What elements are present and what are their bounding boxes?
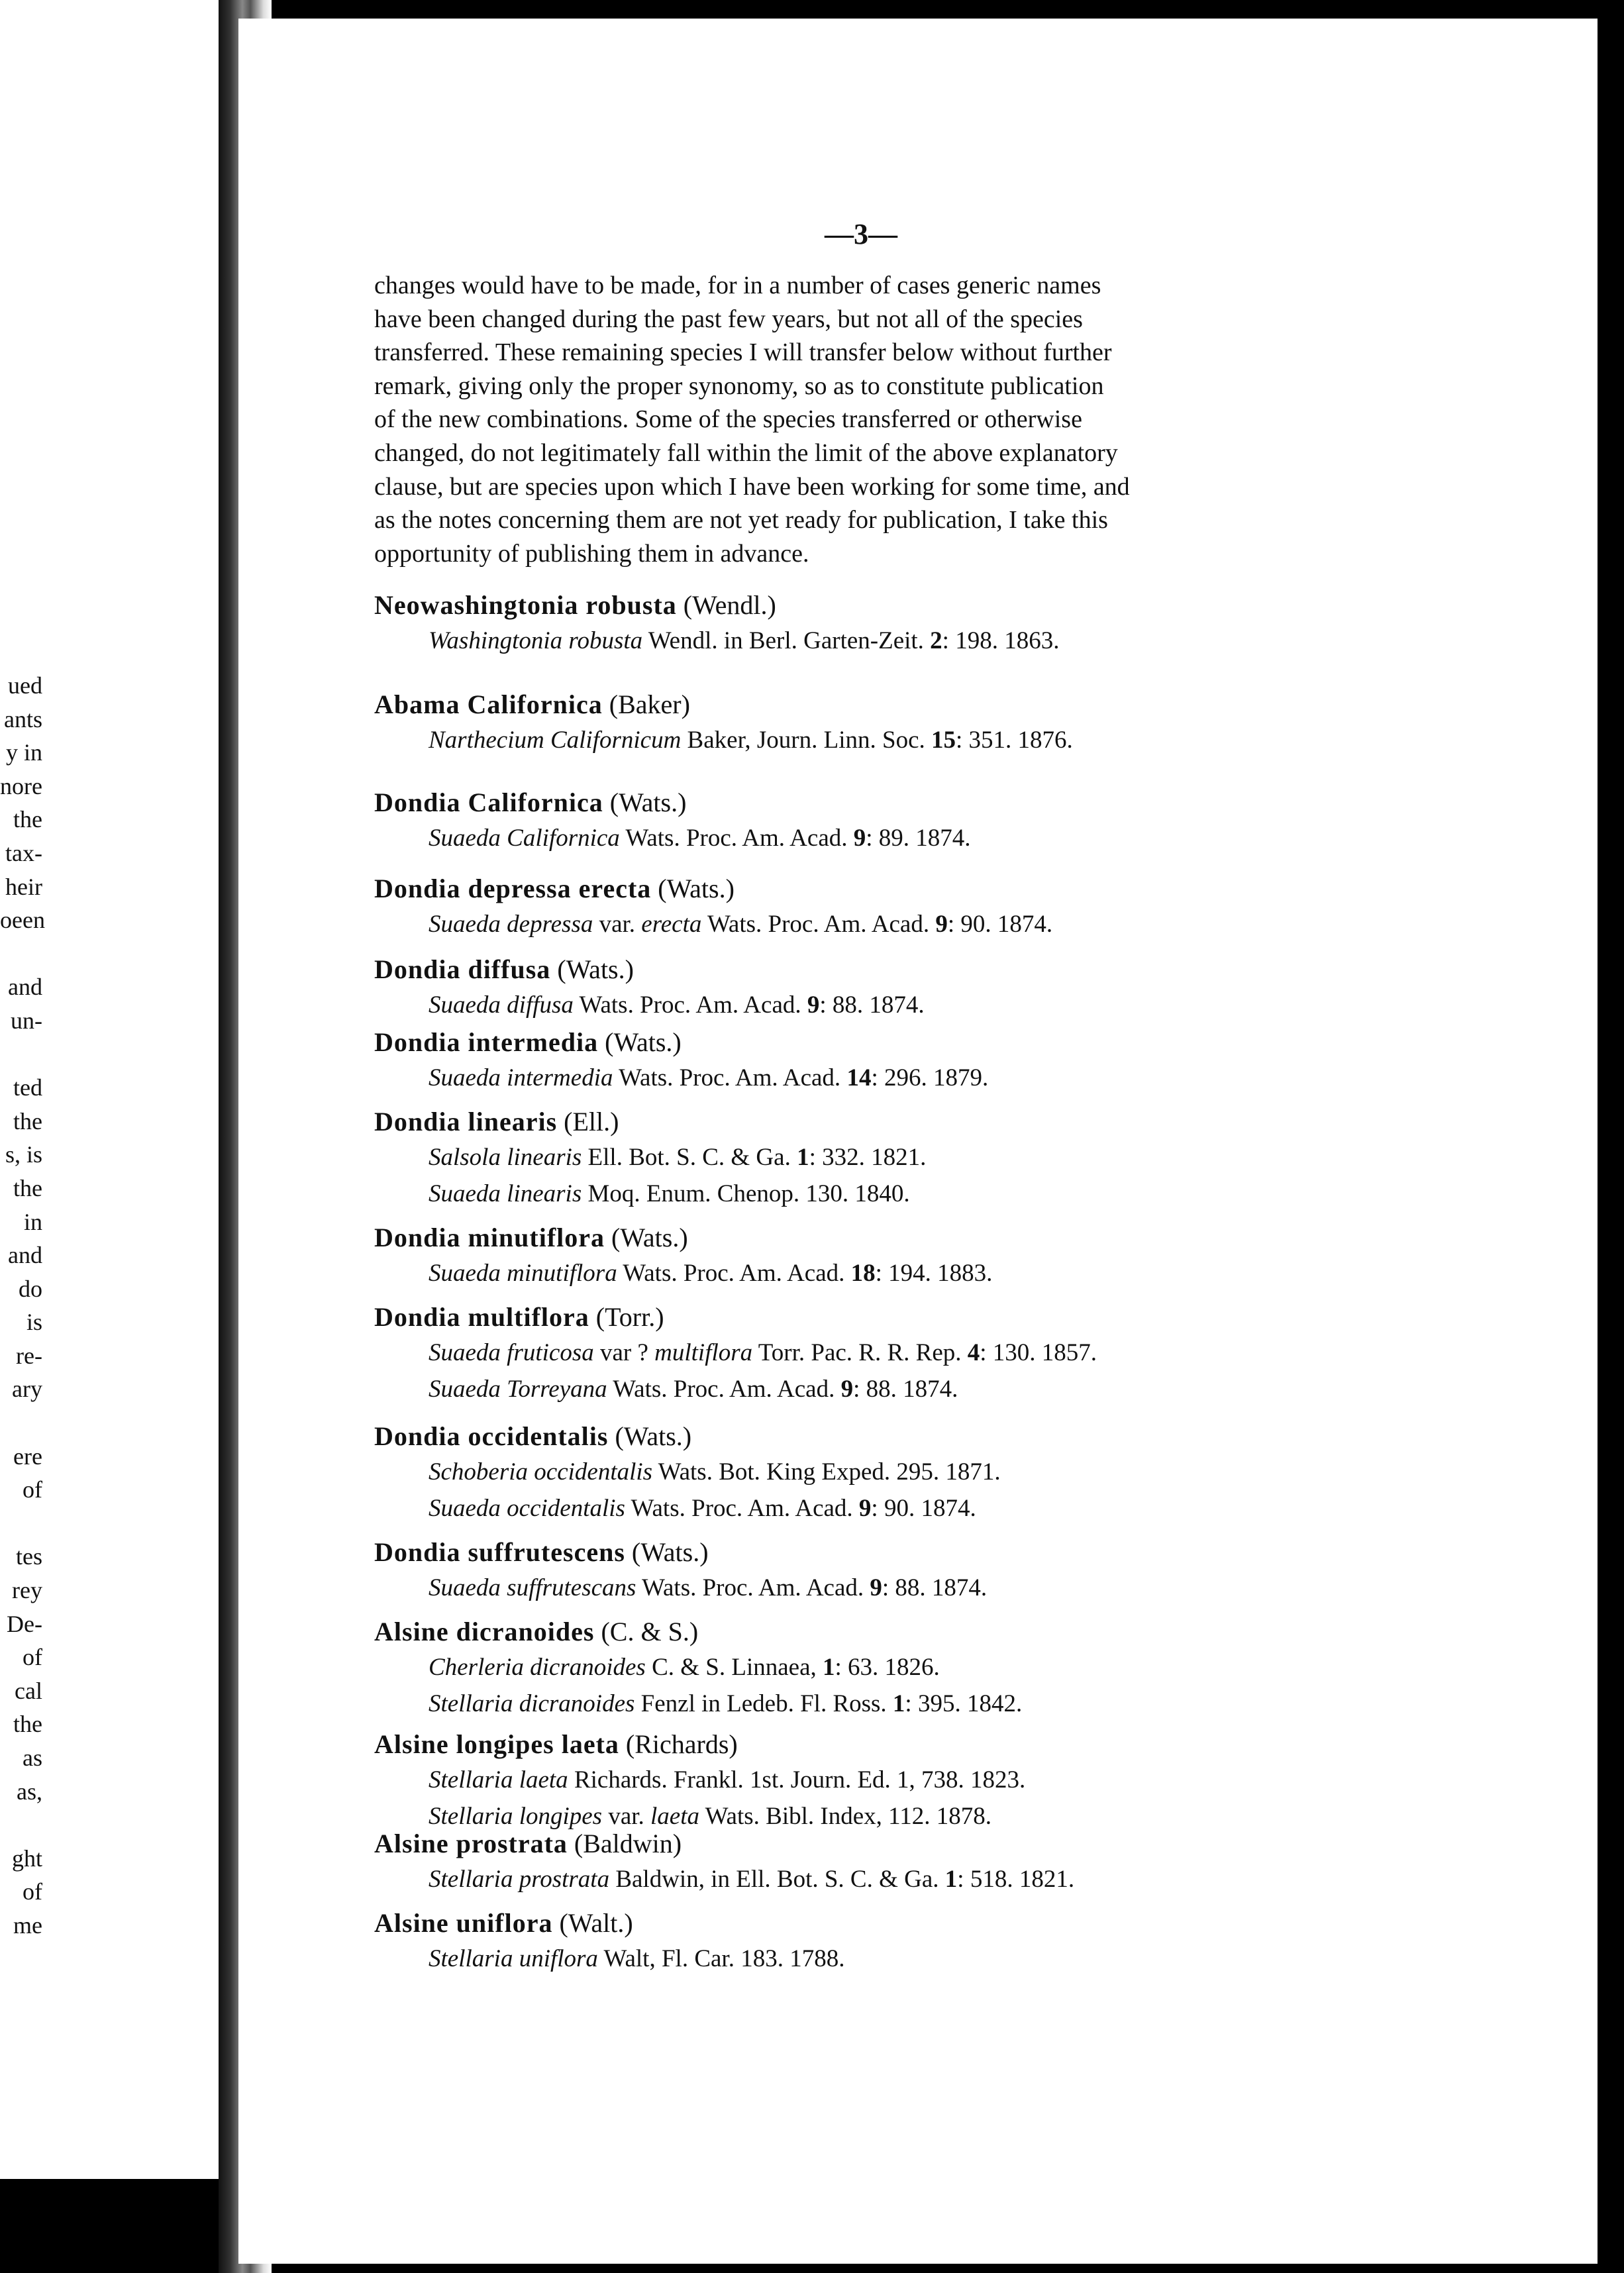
volume-number: 14 xyxy=(846,1064,872,1091)
accepted-name-line xyxy=(374,1025,988,1060)
citation: Wats. Bot. King Exped. 295. 1871. xyxy=(652,1458,1001,1486)
species-entry xyxy=(374,1727,1025,1835)
synonym-line xyxy=(374,623,1059,659)
citation: Walt, Fl. Car. 183. 1788. xyxy=(597,1945,845,1972)
species-entry xyxy=(374,1025,988,1096)
accepted-name: Dondia linearis xyxy=(374,1107,558,1136)
synonym-line xyxy=(374,1649,1022,1686)
authority: (C. & S.) xyxy=(594,1617,699,1646)
facing-page-line: me xyxy=(13,1911,42,1939)
authority: (Baker) xyxy=(602,689,690,719)
synonym-name: Schoberia occidentalis xyxy=(429,1458,653,1486)
facing-page-text xyxy=(0,669,45,1943)
synonym-line xyxy=(374,1139,926,1176)
species-entry xyxy=(374,1221,992,1291)
citation-pages: : 88. 1874. xyxy=(853,1376,958,1403)
synonym-name: Cherleria dicranoides xyxy=(429,1654,646,1681)
facing-page-line: re- xyxy=(16,1342,42,1369)
synonym-line xyxy=(374,1570,987,1606)
species-entry xyxy=(374,687,1073,758)
citation-pages: : 395. 1842. xyxy=(905,1690,1023,1717)
authority: (Wats.) xyxy=(651,874,735,903)
facing-page-line: ere xyxy=(13,1442,42,1470)
citation: Wats. Proc. Am. Acad. xyxy=(625,1495,859,1522)
citation-pages: : 332. 1821. xyxy=(809,1144,927,1171)
facing-page-line: ght xyxy=(11,1844,42,1872)
citation-pages: : 88. 1874. xyxy=(882,1574,988,1601)
volume-number: 1 xyxy=(892,1690,905,1717)
intro-line: changes would have to be made, for in a number of cases generic names xyxy=(374,272,1101,299)
volume-number: 9 xyxy=(870,1574,882,1601)
facing-page-line: and xyxy=(8,974,42,1001)
facing-page-line: tax- xyxy=(5,839,42,866)
synonym-name: Suaeda Torreyana xyxy=(429,1376,607,1403)
accepted-name: Dondia suffrutescens xyxy=(374,1537,625,1567)
synonym-line xyxy=(374,1941,844,1977)
volume-number: 4 xyxy=(967,1339,980,1366)
synonym-line xyxy=(374,1490,1001,1527)
accepted-name: Dondia occidentalis xyxy=(374,1421,609,1451)
volume-number: 9 xyxy=(935,911,948,938)
synonym-line xyxy=(374,1060,988,1096)
citation-pages: : 89. 1874. xyxy=(866,825,971,852)
citation-pages: : 88. 1874. xyxy=(819,991,925,1019)
accepted-name-line xyxy=(374,1615,1022,1649)
synonym-name: Suaeda intermedia xyxy=(429,1064,613,1091)
citation: Wats. Proc. Am. Acad. xyxy=(701,911,936,938)
synonym-line xyxy=(374,987,925,1023)
accepted-name: Dondia depressa erecta xyxy=(374,874,652,903)
volume-number: 1 xyxy=(797,1144,809,1171)
citation: Wats. Proc. Am. Acad. xyxy=(619,825,854,852)
synonym-name: Suaeda Californica xyxy=(429,825,620,852)
facing-page-line: s, is xyxy=(5,1141,42,1168)
authority: (Wats.) xyxy=(605,1223,688,1252)
synonym-line xyxy=(374,1335,1097,1371)
species-entry xyxy=(374,785,971,856)
volume-number: 9 xyxy=(858,1495,872,1522)
citation: Wats. Proc. Am. Acad. xyxy=(617,1260,851,1287)
intro-line: clause, but are species upon which I have been working for some time, and xyxy=(374,472,1130,501)
species-entry xyxy=(374,588,1059,659)
synonym-name: Suaeda linearis xyxy=(429,1180,582,1207)
accepted-name: Alsine uniflora xyxy=(374,1908,553,1938)
synonym-line xyxy=(374,1454,1001,1490)
synonym-name: Stellaria prostrata xyxy=(429,1866,610,1893)
accepted-name-line xyxy=(374,785,971,820)
intro-paragraph xyxy=(374,269,1593,570)
synonym-name: Stellaria dicranoides xyxy=(429,1690,635,1717)
accepted-name-line xyxy=(374,1727,1025,1762)
intro-line: opportunity of publishing them in advance. xyxy=(374,539,809,568)
accepted-name: Dondia diffusa xyxy=(374,954,551,984)
volume-number: 2 xyxy=(930,627,942,654)
citation-pages: : 351. 1876. xyxy=(956,727,1073,754)
accepted-name-line xyxy=(374,1221,992,1255)
synonym-line xyxy=(374,722,1073,758)
citation: Ell. Bot. S. C. & Ga. xyxy=(582,1144,797,1171)
citation: Wats. Proc. Am. Acad. xyxy=(636,1574,870,1601)
authority: (Ell.) xyxy=(557,1107,619,1136)
citation-pages: : 296. 1879. xyxy=(871,1064,989,1091)
citation: Wats. Proc. Am. Acad. xyxy=(613,1064,847,1091)
facing-page-line: tes xyxy=(16,1543,42,1570)
synonym-line xyxy=(374,1762,1025,1798)
intro-line: as the notes concerning them are not yet ready for publication, I take this xyxy=(374,506,1108,534)
species-entry xyxy=(374,1827,1074,1897)
volume-number: 1 xyxy=(823,1654,835,1681)
facing-page-line: of xyxy=(23,1476,42,1503)
species-entry xyxy=(374,1615,1022,1722)
variety-name: multiflora xyxy=(654,1339,753,1366)
species-entry xyxy=(374,1535,987,1606)
intro-line: remark, giving only the proper synonomy, so as to constitute publication xyxy=(374,372,1104,400)
citation: Wats. Proc. Am. Acad. xyxy=(573,991,807,1019)
citation: Baker, Journ. Linn. Soc. xyxy=(681,727,932,754)
page-number: —3— xyxy=(825,218,897,250)
authority: (Wats.) xyxy=(625,1537,709,1567)
authority: (Baldwin) xyxy=(567,1829,682,1858)
citation: Wendl. in Berl. Garten-Zeit. xyxy=(642,627,931,654)
volume-number: 15 xyxy=(931,727,956,754)
volume-number: 18 xyxy=(850,1260,876,1287)
facing-page-line: ted xyxy=(13,1074,42,1101)
facing-page-line xyxy=(0,1038,42,1072)
accepted-name: Alsine dicranoides xyxy=(374,1617,595,1646)
intro-line: of the new combinations. Some of the species transferred or otherwise xyxy=(374,405,1082,434)
citation: Wats. Bibl. Index, 112. 1878. xyxy=(699,1803,992,1830)
citation: Fenzl in Ledeb. Fl. Ross. xyxy=(634,1690,893,1717)
accepted-name: Dondia Californica xyxy=(374,787,603,817)
facing-page-line: un- xyxy=(11,1007,42,1034)
authority: (Wendl.) xyxy=(676,590,776,620)
variety-name: laeta xyxy=(650,1803,700,1830)
facing-page-line: as, xyxy=(17,1778,42,1805)
citation: Baldwin, in Ell. Bot. S. C. & Ga. xyxy=(609,1866,945,1893)
citation: var. xyxy=(593,911,642,938)
facing-page-line: of xyxy=(23,1878,42,1905)
facing-page-line: ants xyxy=(4,705,42,732)
species-entry xyxy=(374,1105,926,1212)
synonym-name: Narthecium Californicum xyxy=(429,727,682,754)
facing-page-line: is xyxy=(26,1309,42,1336)
citation: Wats. Proc. Am. Acad. xyxy=(607,1376,841,1403)
accepted-name-line xyxy=(374,1535,987,1570)
synonym-line xyxy=(374,1861,1074,1897)
volume-number: 9 xyxy=(853,825,866,852)
citation-pages: : 198. 1863. xyxy=(942,627,1060,654)
citation: var ? xyxy=(593,1339,655,1366)
accepted-name: Abama Californica xyxy=(374,689,603,719)
synonym-line xyxy=(374,1255,992,1291)
synonym-name: Suaeda suffrutescans xyxy=(429,1574,636,1601)
facing-page-line xyxy=(0,1507,42,1541)
facing-page-line: of xyxy=(23,1644,42,1671)
facing-page-line: rey xyxy=(12,1577,42,1604)
facing-page-line: do xyxy=(19,1275,42,1302)
synonym-name: Suaeda depressa xyxy=(429,911,593,938)
synonym-line xyxy=(374,1686,1022,1722)
accepted-name: Neowashingtonia robusta xyxy=(374,590,677,620)
facing-page-line: in xyxy=(23,1208,42,1235)
facing-page-line: as xyxy=(23,1744,42,1771)
facing-page-line: the xyxy=(13,1107,42,1135)
species-entry xyxy=(374,1419,1001,1527)
synonym-line xyxy=(374,906,1052,942)
accepted-name: Dondia intermedia xyxy=(374,1027,599,1057)
accepted-name: Alsine prostrata xyxy=(374,1829,568,1858)
species-entry xyxy=(374,1300,1097,1407)
facing-page-line: nore xyxy=(0,772,42,799)
facing-page-line: ary xyxy=(12,1376,42,1403)
accepted-name: Dondia minutiflora xyxy=(374,1223,605,1252)
accepted-name-line xyxy=(374,1827,1074,1861)
citation: Richards. Frankl. 1st. Journ. Ed. 1, 738. 1823. xyxy=(568,1766,1026,1793)
synonym-name: Stellaria longipes xyxy=(429,1803,603,1830)
facing-page-line: the xyxy=(13,1711,42,1738)
accepted-name-line xyxy=(374,872,1052,906)
facing-page-line: oeen xyxy=(0,907,45,934)
accepted-name: Dondia multiflora xyxy=(374,1302,589,1332)
intro-line: transferred. These remaining species I will transfer below without further xyxy=(374,338,1112,367)
volume-number: 9 xyxy=(807,991,820,1019)
variety-name: erecta xyxy=(641,911,702,938)
synonym-name: Suaeda occidentalis xyxy=(429,1495,625,1522)
facing-page-line: and xyxy=(8,1242,42,1269)
citation-pages: : 63. 1826. xyxy=(835,1654,940,1681)
main-page xyxy=(238,19,1598,2264)
facing-page-line: the xyxy=(13,806,42,833)
synonym-name: Suaeda diffusa xyxy=(429,991,574,1019)
accepted-name-line xyxy=(374,588,1059,623)
authority: (Richards) xyxy=(619,1729,738,1759)
facing-page-line xyxy=(0,1808,42,1842)
synonym-line xyxy=(374,820,971,856)
facing-page-line: cal xyxy=(15,1677,42,1704)
citation-pages: : 90. 1874. xyxy=(871,1495,976,1522)
authority: (Wats.) xyxy=(603,787,687,817)
authority: (Wats.) xyxy=(598,1027,682,1057)
authority: (Torr.) xyxy=(589,1302,664,1332)
volume-number: 1 xyxy=(944,1866,958,1893)
accepted-name: Alsine longipes laeta xyxy=(374,1729,619,1759)
accepted-name-line xyxy=(374,1105,926,1139)
facing-page-line xyxy=(0,1406,42,1440)
accepted-name-line xyxy=(374,952,925,987)
authority: (Wats.) xyxy=(550,954,634,984)
synonym-name: Washingtonia robusta xyxy=(429,627,643,654)
citation-pages: : 518. 1821. xyxy=(957,1866,1075,1893)
facing-page-line: ued xyxy=(8,672,42,699)
species-entry xyxy=(374,872,1052,942)
synonym-line xyxy=(374,1371,1097,1407)
accepted-name-line xyxy=(374,687,1073,722)
accepted-name-line xyxy=(374,1300,1097,1335)
facing-page xyxy=(0,0,232,2179)
facing-page-line: De- xyxy=(7,1610,42,1637)
intro-line: have been changed during the past few years, but not all of the species xyxy=(374,305,1083,333)
facing-page-line xyxy=(0,937,42,971)
species-entry xyxy=(374,952,925,1023)
citation: var. xyxy=(602,1803,651,1830)
citation-pages: : 130. 1857. xyxy=(980,1339,1097,1366)
citation-pages: : 194. 1883. xyxy=(875,1260,993,1287)
synonym-line xyxy=(374,1176,926,1212)
synonym-name: Stellaria uniflora xyxy=(429,1945,598,1972)
synonym-name: Salsola linearis xyxy=(429,1144,582,1171)
citation-pages: : 90. 1874. xyxy=(947,911,1053,938)
synonym-name: Suaeda minutiflora xyxy=(429,1260,617,1287)
facing-page-line: y in xyxy=(5,739,42,766)
authority: (Walt.) xyxy=(552,1908,633,1938)
species-entry xyxy=(374,1906,844,1977)
citation: Torr. Pac. R. R. Rep. xyxy=(752,1339,968,1366)
facing-page-line: heir xyxy=(5,873,42,900)
citation: Moq. Enum. Chenop. 130. 1840. xyxy=(582,1180,910,1207)
synonym-name: Suaeda fruticosa xyxy=(429,1339,594,1366)
authority: (Wats.) xyxy=(608,1421,692,1451)
accepted-name-line xyxy=(374,1906,844,1941)
citation: C. & S. Linnaea, xyxy=(645,1654,823,1681)
volume-number: 9 xyxy=(840,1376,854,1403)
facing-page-line: the xyxy=(13,1174,42,1201)
intro-line: changed, do not legitimately fall within the limit of the above explanatory xyxy=(374,438,1118,467)
synonym-name: Stellaria laeta xyxy=(429,1766,568,1793)
accepted-name-line xyxy=(374,1419,1001,1454)
